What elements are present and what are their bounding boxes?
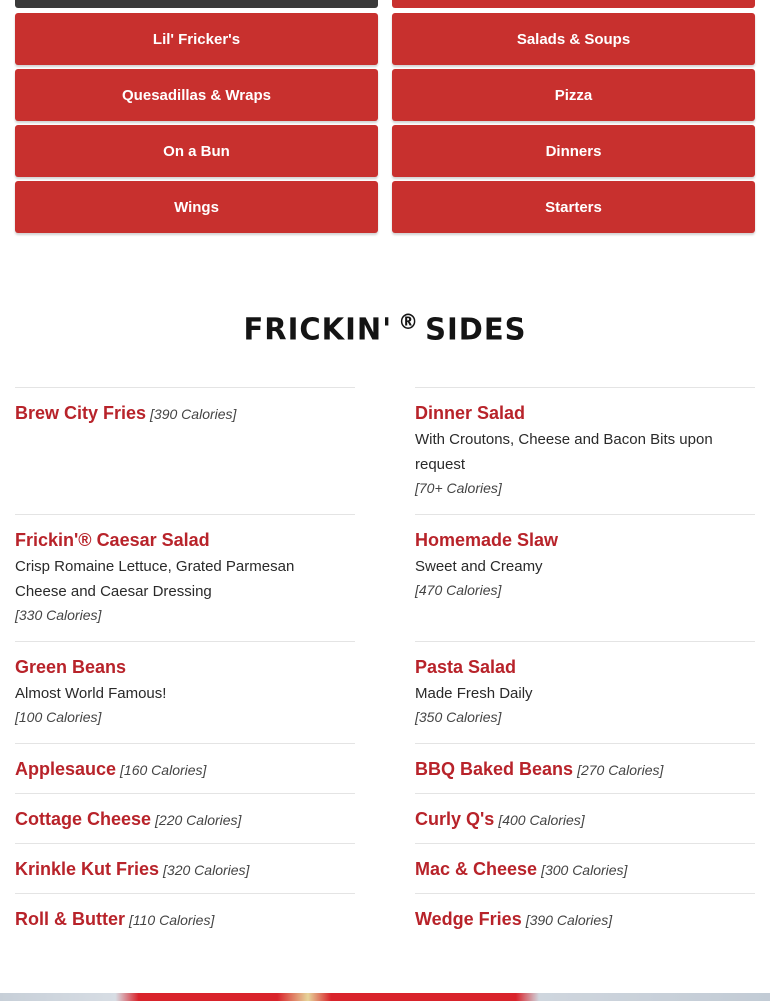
item-calories: [330 Calories] <box>15 607 102 623</box>
item-calories: [390 Calories] <box>150 406 237 422</box>
item-calories: [320 Calories] <box>163 862 250 878</box>
food-photo-banner <box>0 993 770 1001</box>
menu-item <box>415 893 755 943</box>
section-title-part2: SIDES <box>425 311 527 347</box>
menu-item <box>415 514 755 641</box>
item-name: BBQ Baked Beans <box>415 759 574 779</box>
item-calories: [220 Calories] <box>155 812 242 828</box>
category-button-wings[interactable]: Wings <box>15 181 378 233</box>
item-calories: [470 Calories] <box>415 582 502 598</box>
menu-item <box>415 793 755 843</box>
item-name: Dinner Salad <box>415 403 526 423</box>
item-name: Roll & Butter <box>15 909 125 929</box>
category-button-lil-frickers[interactable]: Lil' Fricker's <box>15 13 378 65</box>
menu-item <box>415 387 755 514</box>
item-name: Green Beans <box>15 657 127 677</box>
item-calories: [350 Calories] <box>415 709 502 725</box>
item-calories: [390 Calories] <box>525 912 613 928</box>
menu-item <box>415 743 755 793</box>
item-name: Cottage Cheese <box>15 809 152 829</box>
item-calories: [100 Calories] <box>15 709 102 725</box>
menu-item <box>15 793 355 843</box>
item-description: Almost World Famous! <box>15 685 167 702</box>
item-name: Mac & Cheese <box>415 859 538 879</box>
item-calories: [400 Calories] <box>498 812 585 828</box>
menu-item <box>15 843 355 893</box>
menu-item <box>415 641 755 743</box>
item-name: Applesauce <box>15 759 117 779</box>
menu-item <box>415 843 755 893</box>
item-name: Homemade Slaw <box>415 530 559 550</box>
item-name: Frickin'® Caesar Salad <box>15 530 210 550</box>
item-description: With Croutons, Cheese and Bacon Bits upon request <box>415 431 713 473</box>
item-name: Brew City Fries <box>15 403 147 423</box>
item-name: Wedge Fries <box>415 909 522 929</box>
category-button-starters[interactable]: Starters <box>392 181 755 233</box>
category-button-pizza[interactable]: Pizza <box>392 69 755 121</box>
sides-column-right <box>415 387 755 943</box>
category-button-partial-dark[interactable] <box>15 0 378 8</box>
item-description: Crisp Romaine Lettuce, Grated Parmesan Cheese and Caesar Dressing <box>15 558 295 600</box>
menu-item <box>15 387 355 514</box>
item-name: Curly Q's <box>415 809 495 829</box>
item-name: Krinkle Kut Fries <box>15 859 160 879</box>
sides-column-left <box>15 387 355 943</box>
category-button-salads-soups[interactable]: Salads & Soups <box>392 13 755 65</box>
item-calories: [160 Calories] <box>120 762 207 778</box>
category-button-quesadillas-wraps[interactable]: Quesadillas & Wraps <box>15 69 378 121</box>
category-button-on-a-bun[interactable]: On a Bun <box>15 125 378 177</box>
item-calories: [270 Calories] <box>577 762 664 778</box>
category-button-dinners[interactable]: Dinners <box>392 125 755 177</box>
menu-item <box>15 641 355 743</box>
item-name: Pasta Salad <box>415 657 517 677</box>
menu-item <box>15 514 355 641</box>
item-calories: [70+ Calories] <box>415 480 502 496</box>
item-calories: [110 Calories] <box>129 912 215 928</box>
section-title <box>0 311 770 347</box>
item-description: Sweet and Creamy <box>415 558 543 575</box>
menu-item <box>15 893 355 943</box>
item-calories: [300 Calories] <box>541 862 628 878</box>
registered-mark: ® <box>398 309 420 335</box>
item-description: Made Fresh Daily <box>415 685 533 702</box>
category-button-partial-red[interactable] <box>392 0 755 8</box>
section-title-part1: FRICKIN' <box>243 311 393 347</box>
menu-item <box>15 743 355 793</box>
